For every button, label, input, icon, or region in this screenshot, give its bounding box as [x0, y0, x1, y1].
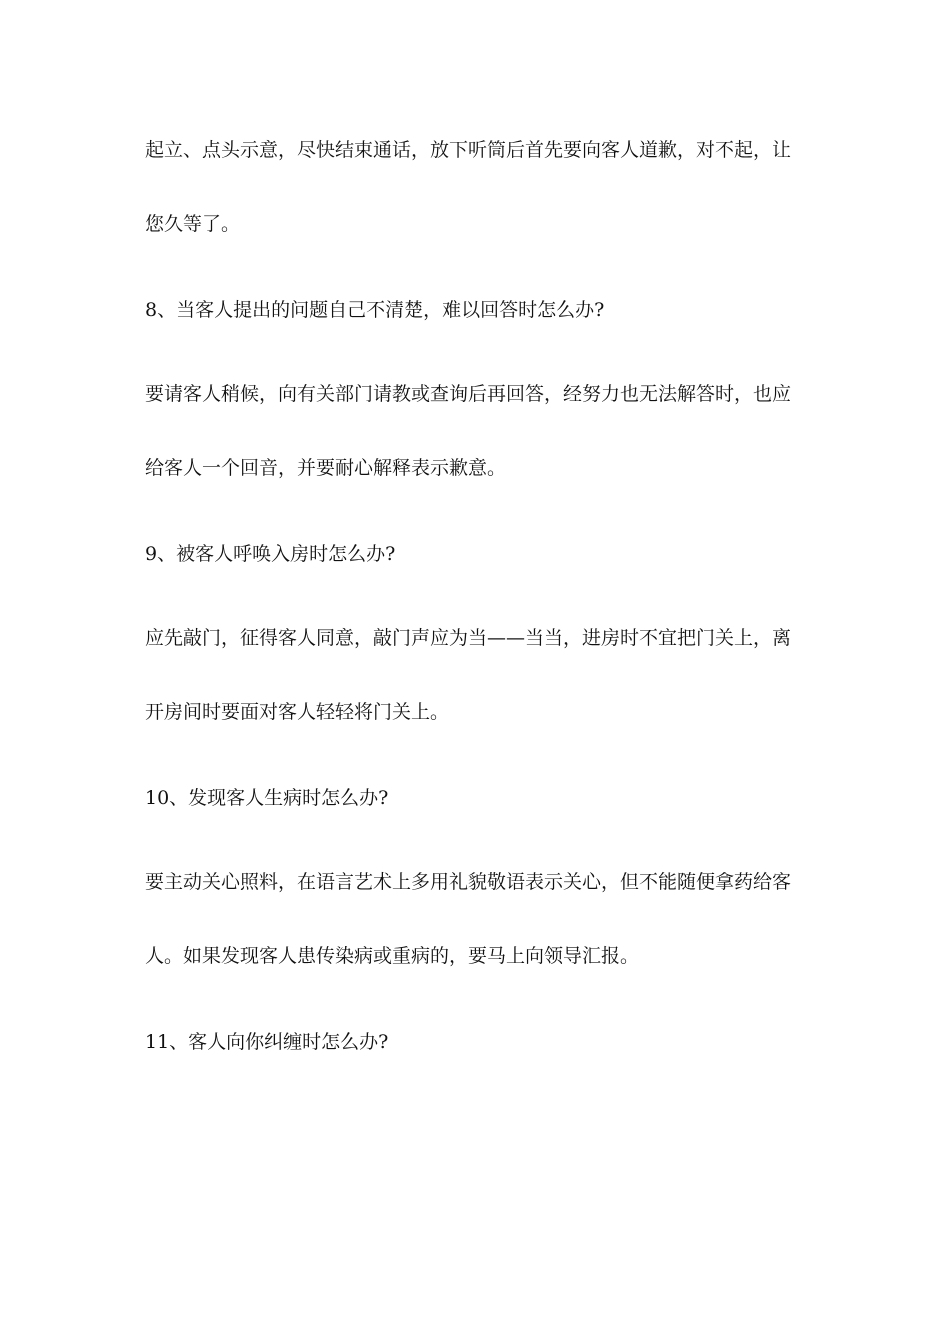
question-11-heading: 11、客人向你纠缠时怎么办?	[145, 1031, 389, 1053]
question-10-heading: 10、发现客人生病时怎么办?	[145, 787, 389, 809]
answer-7-line-3: 您久等了。	[145, 213, 241, 235]
question-9-heading: 9、被客人呼唤入房时怎么办?	[145, 543, 396, 565]
answer-10-line-2: 人。如果发现客人患传染病或重病的，要马上向领导汇报。	[145, 945, 640, 967]
answer-9-line-2: 开房间时要面对客人轻轻将门关上。	[145, 701, 450, 723]
answer-9-line-1: 应先敲门，征得客人同意，敲门声应为当——当当，进房时不宜把门关上，离	[145, 627, 792, 649]
question-8-heading: 8、当客人提出的问题自己不清楚，难以回答时怎么办?	[145, 299, 605, 321]
answer-8-line-1: 要请客人稍候，向有关部门请教或查询后再回答，经努力也无法解答时，也应	[145, 383, 792, 405]
answer-8-line-2: 给客人一个回音，并要耐心解释表示歉意。	[145, 457, 507, 479]
answer-10-line-1: 要主动关心照料，在语言艺术上多用礼貌敬语表示关心，但不能随便拿药给客	[145, 871, 792, 893]
answer-7-line-2: 起立、点头示意，尽快结束通话，放下听筒后首先要向客人道歉，对不起，让	[145, 139, 792, 161]
